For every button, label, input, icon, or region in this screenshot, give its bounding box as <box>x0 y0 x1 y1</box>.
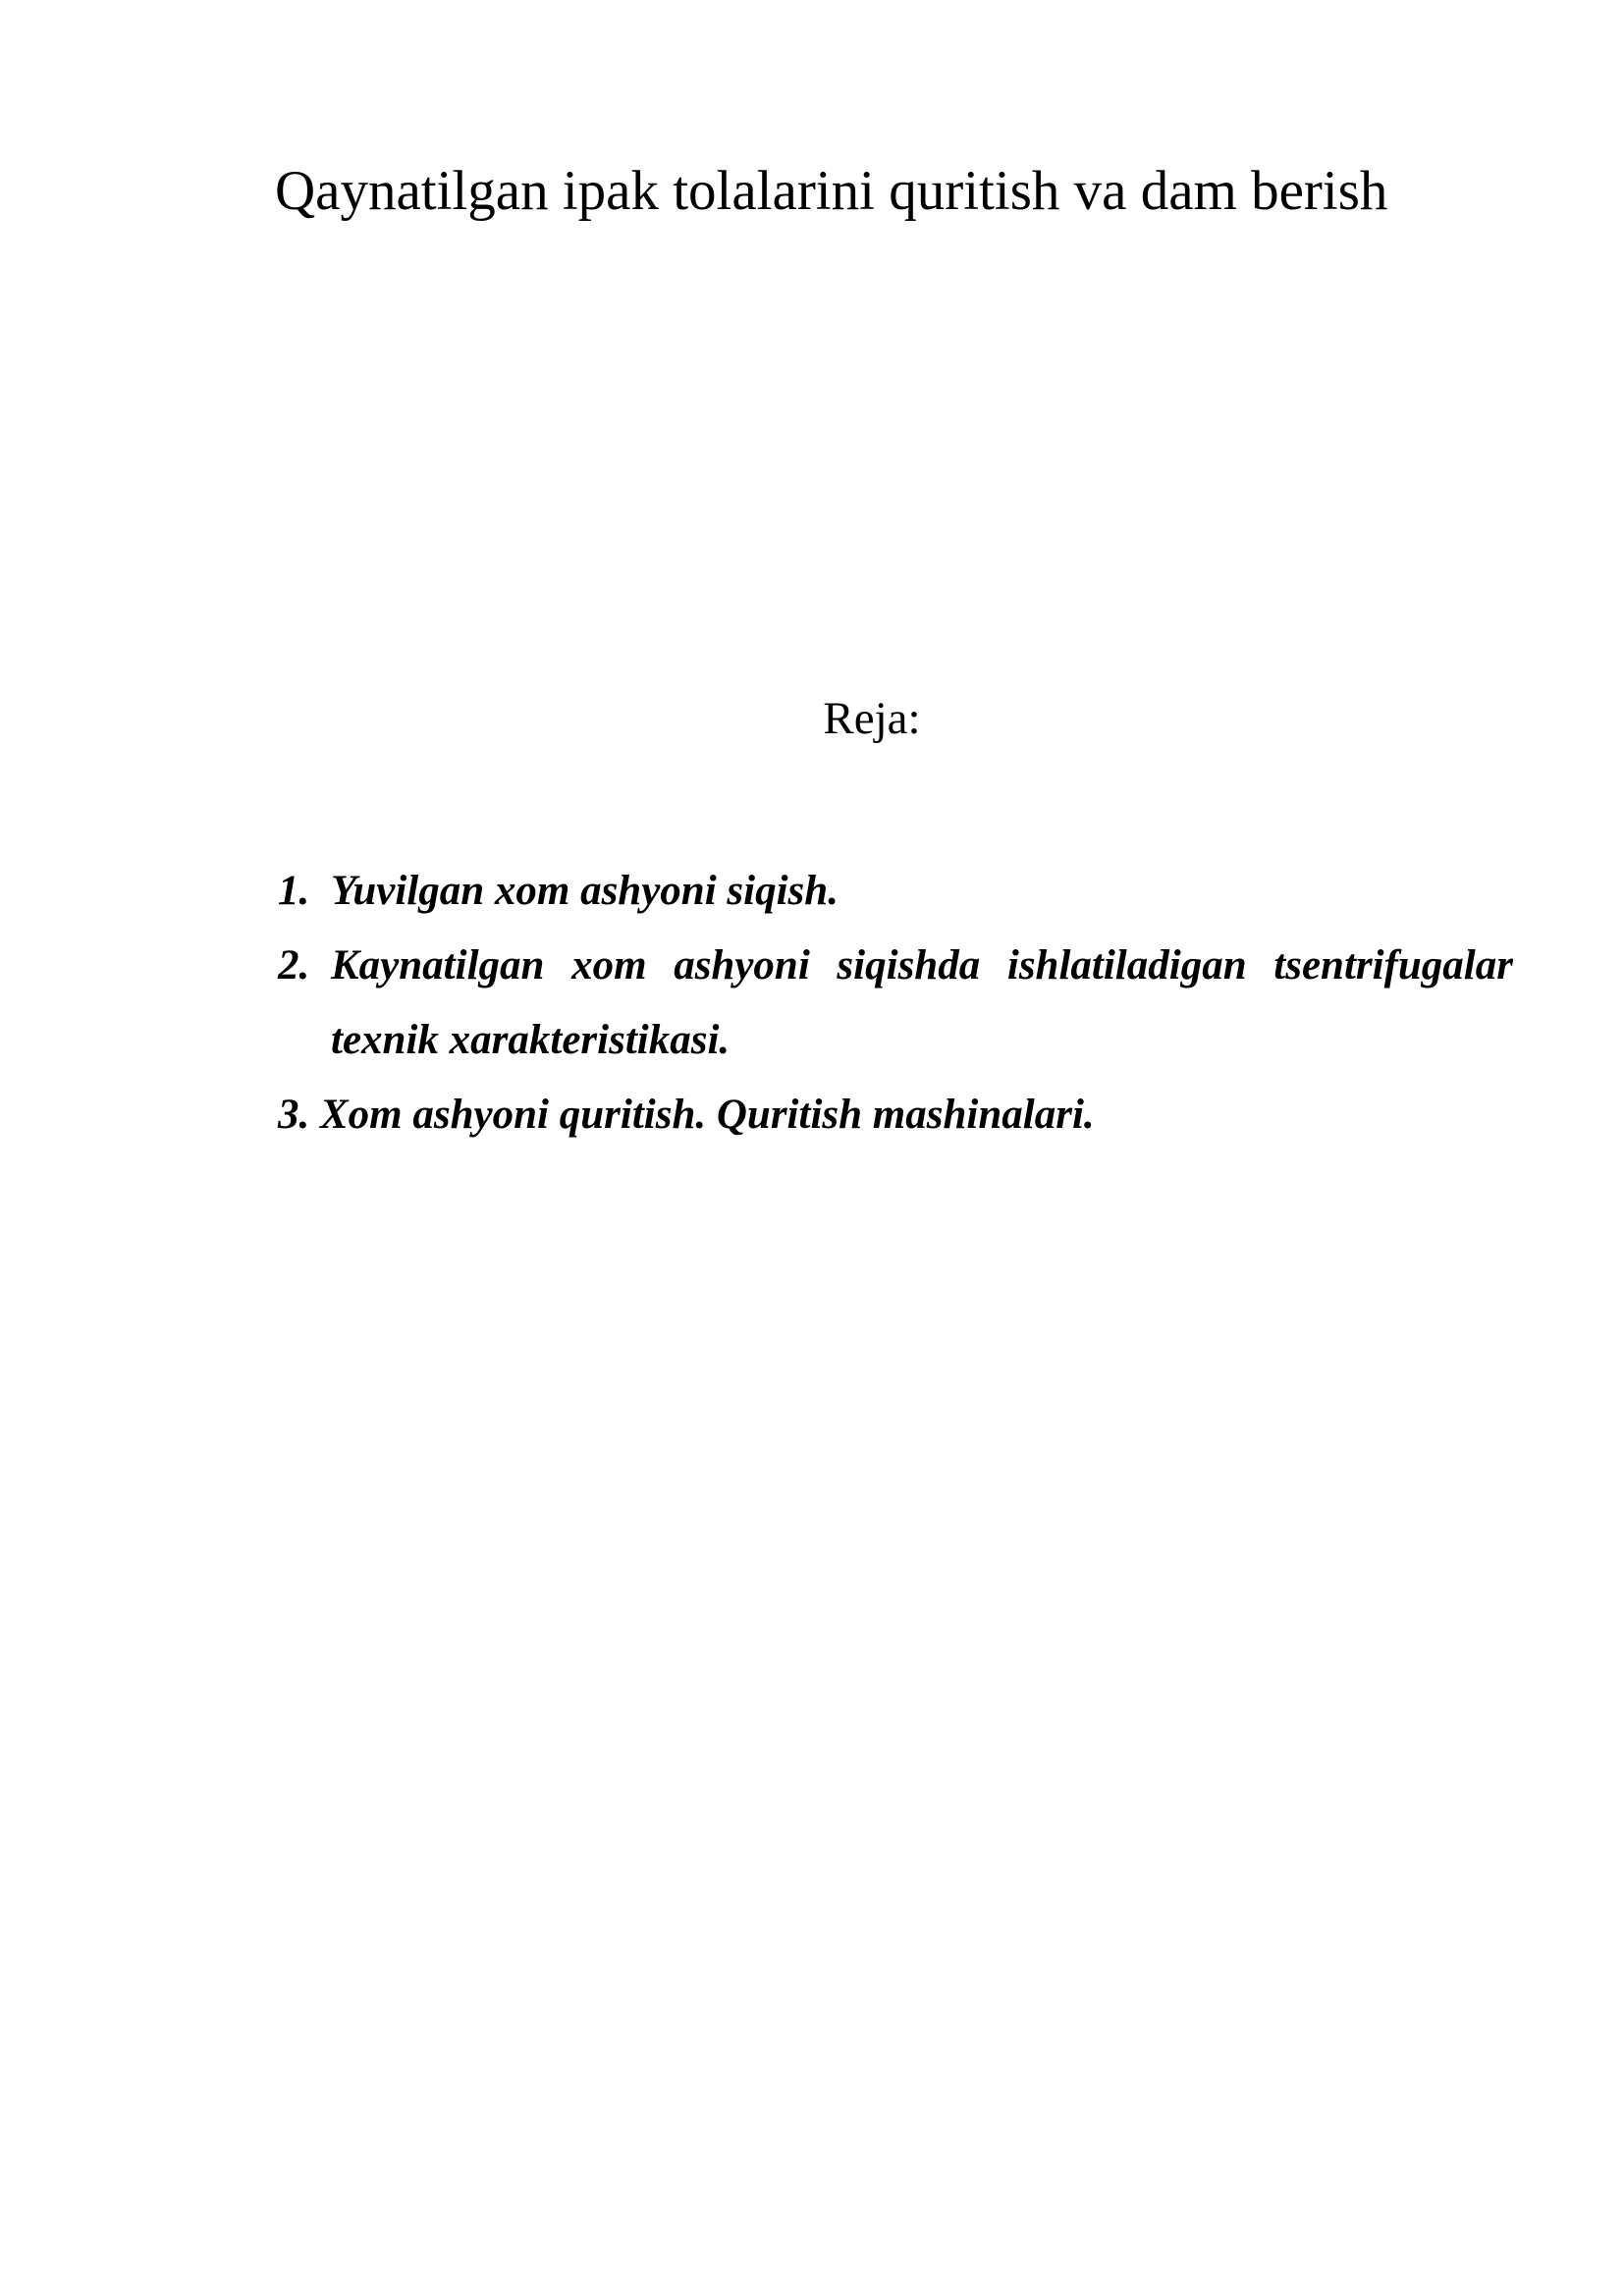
plan-item-2-text-line-1: Kaynatilgan xom ashyoni siqishda ishlatiladigan tsentrifugalar <box>331 942 1513 988</box>
plan-item-1 <box>278 854 1513 929</box>
plan-item-3-number: 3. <box>278 1092 320 1138</box>
plan-list <box>278 854 1513 1152</box>
plan-item-2-text-line-2: texnik xarakteristikasi. <box>331 1017 731 1063</box>
plan-item-3-text: Xom ashyoni quritish. Quritish mashinalari. <box>320 1092 1095 1138</box>
plan-heading: Reja: <box>823 693 921 744</box>
plan-item-2 <box>278 929 1513 1078</box>
plan-item-2-number: 2. <box>278 942 310 988</box>
plan-item-1-text: Yuvilgan xom ashyoni siqish. <box>331 868 839 914</box>
plan-item-1-number: 1. <box>278 868 310 914</box>
plan-item-3 <box>278 1078 1513 1152</box>
document-title: Qaynatilgan ipak tolalarini quritish va dam berish <box>275 160 1388 222</box>
